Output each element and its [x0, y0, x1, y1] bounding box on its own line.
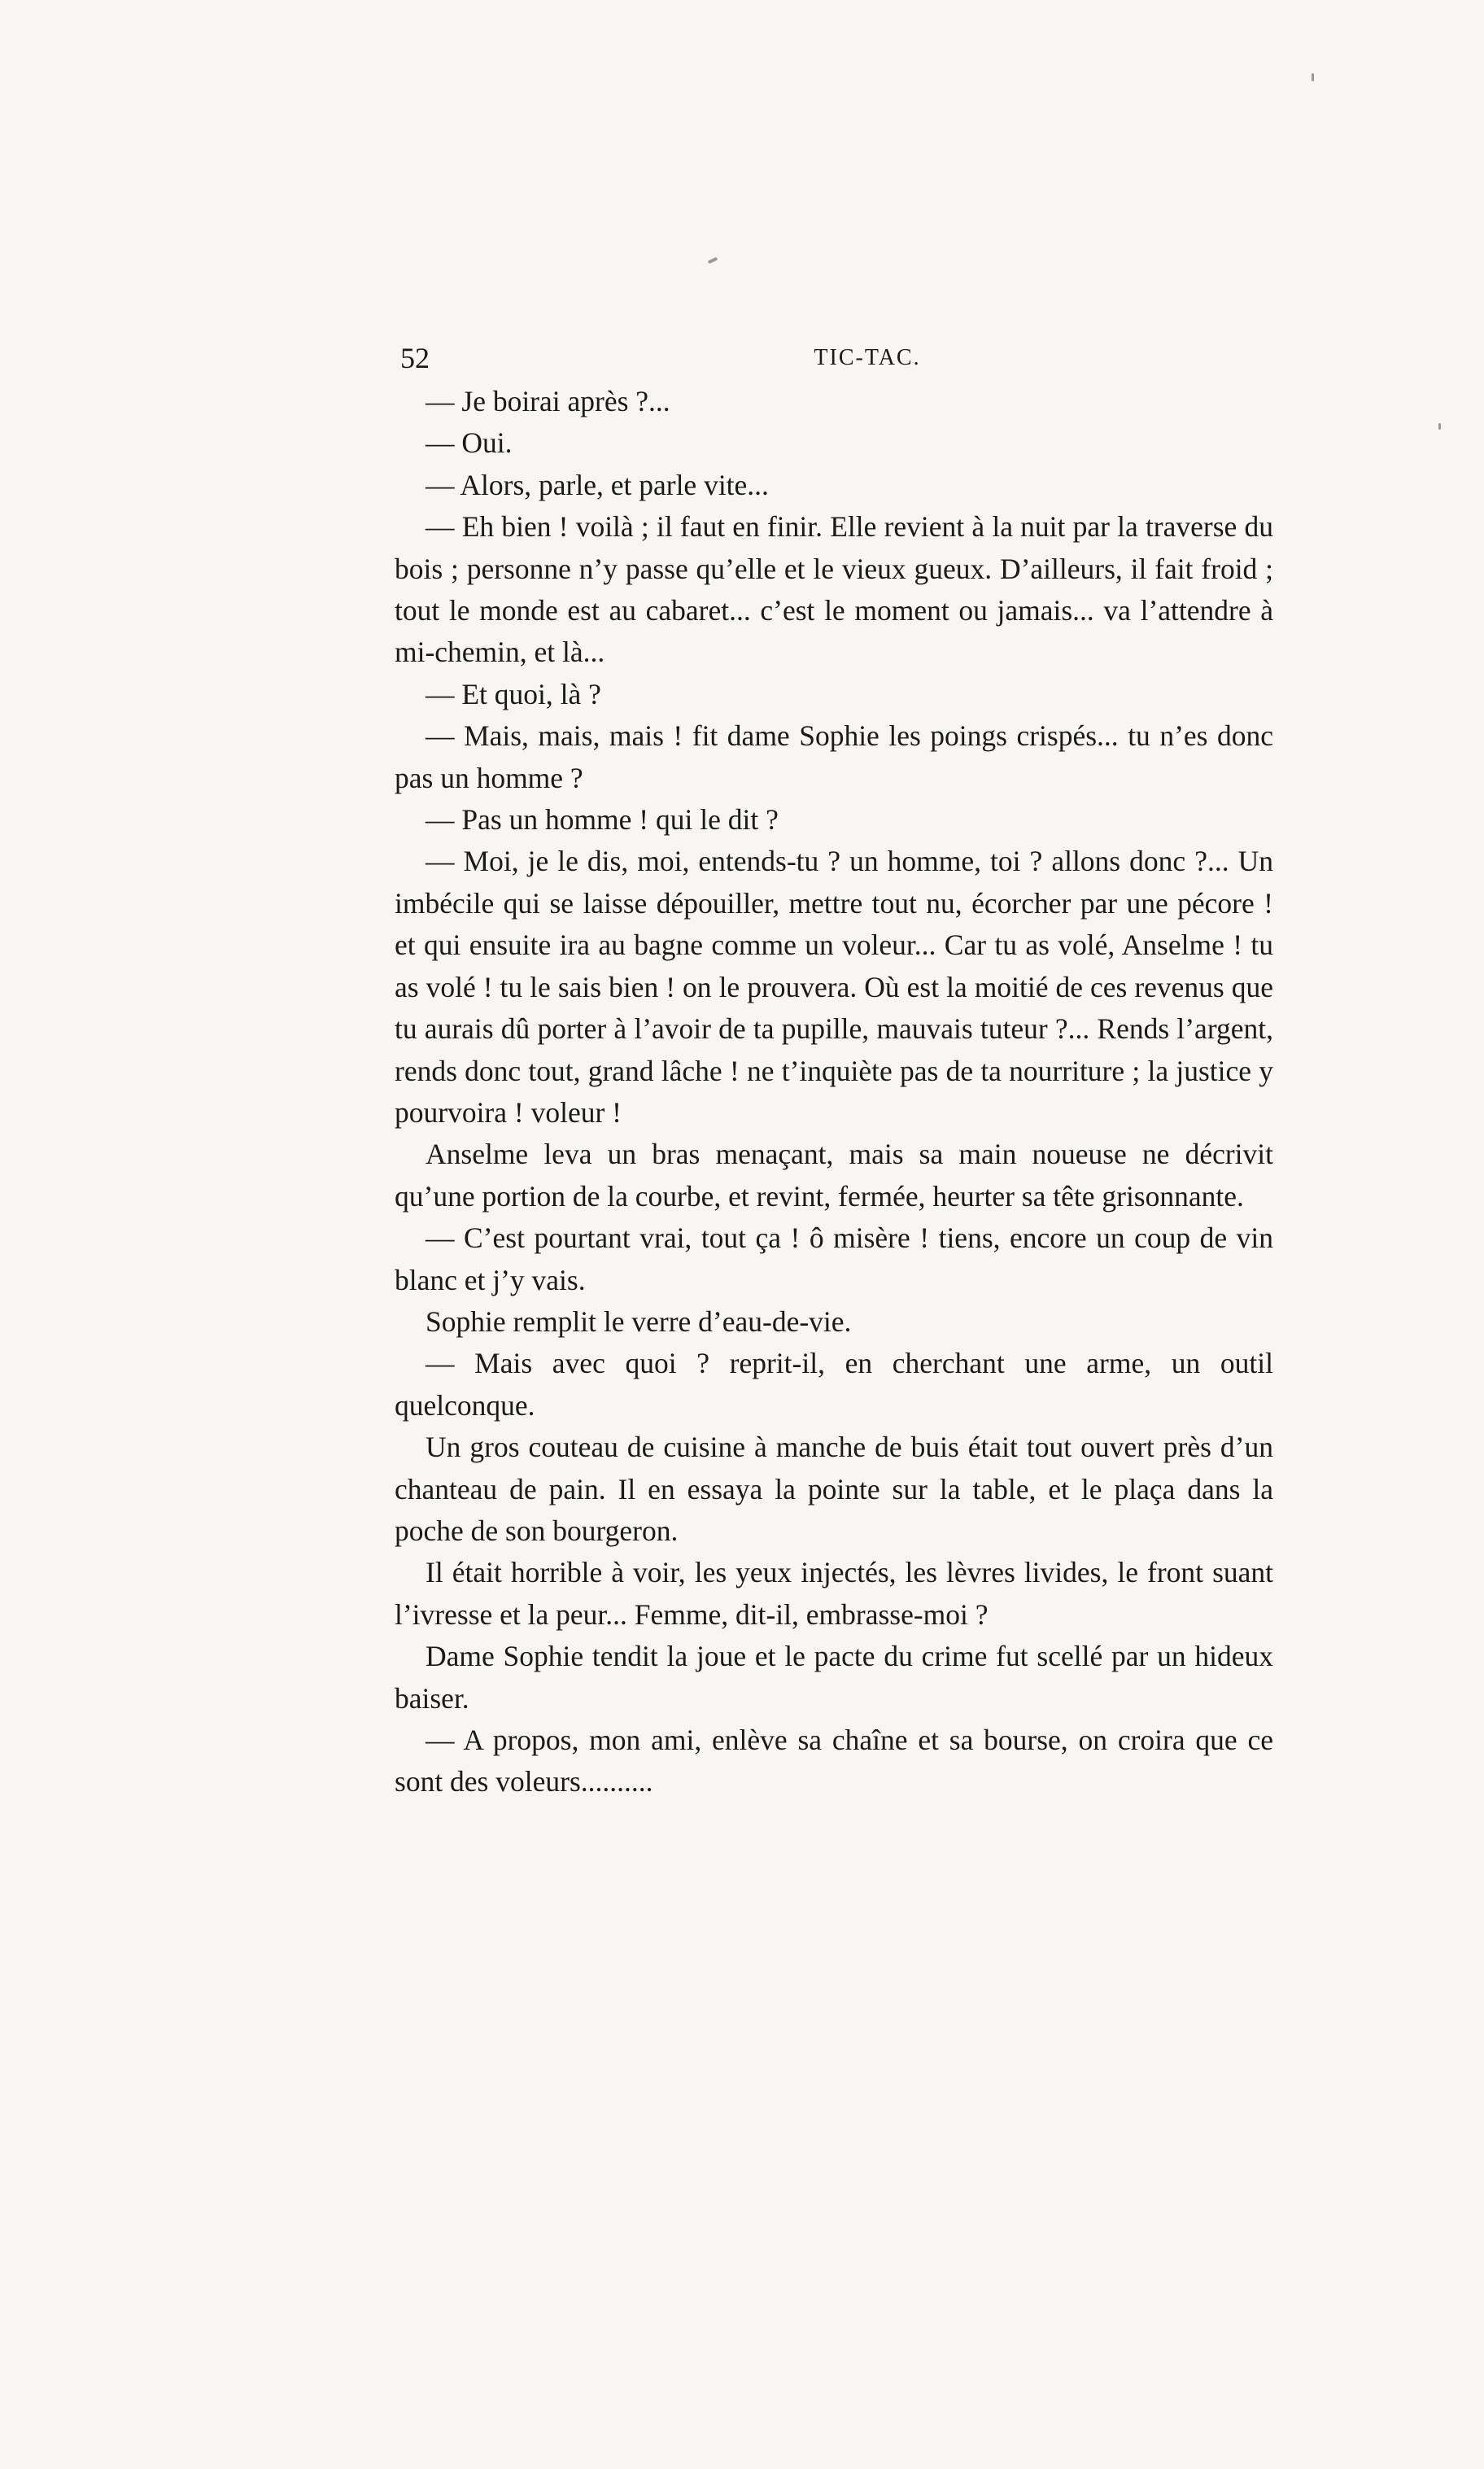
ink-speck — [1438, 423, 1441, 430]
ink-speck — [708, 257, 718, 264]
paragraph: — Alors, parle, et parle vite... — [426, 468, 769, 501]
paragraph: — Eh bien ! voilà ; il faut en finir. Elle revient à la nuit par la traverse du bois ; personne n’y passe qu’elle et le vieux gueux. D’ailleurs, il fait froid ; tout le monde est au cabaret... c’est le moment ou jamais... va l’attendre à mi-chemin, et là... — [395, 510, 1273, 669]
paragraph: — Mais avec quoi ? reprit-il, en cherchant une arme, un outil quelconque. — [395, 1347, 1273, 1422]
ink-speck — [1312, 73, 1314, 81]
page-header — [400, 334, 1334, 382]
paragraph: — Pas un homme ! qui le dit ? — [426, 803, 779, 837]
paragraph: — Mais, mais, mais ! fit dame Sophie les poings crispés... tu n’es donc pas un homme ? — [395, 719, 1273, 794]
paragraph: — Je boirai après ?... — [426, 385, 670, 417]
paragraph: — C’est pourtant vrai, tout ça ! ô misère ! tiens, encore un coup de vin blanc et j’y vais. — [395, 1221, 1273, 1296]
text-body — [395, 381, 1273, 1803]
paragraph: — Oui. — [426, 426, 513, 460]
paragraph: Dame Sophie tendit la joue et le pacte du crime fut scellé par un hideux baiser. — [395, 1640, 1273, 1715]
paragraph: Il était horrible à voir, les yeux injectés, les lèvres livides, le front suant l’ivresse et la peur... Femme, dit-il, embrasse-moi ? — [395, 1556, 1273, 1631]
paragraph: Anselme leva un bras menaçant, mais sa main noueuse ne décrivit qu’une portion de la courbe, et revint, fermée, heurter sa tête grisonnante. — [395, 1138, 1273, 1213]
paragraph: Un gros couteau de cuisine à manche de buis était tout ouvert près d’un chanteau de pain. Il en essaya la pointe sur la table, et le plaça dans la poche de son bourgeron. — [395, 1431, 1273, 1547]
page-number: 52 — [400, 342, 430, 374]
paragraph: — A propos, mon ami, enlève sa chaîne et sa bourse, on croira que ce sont des voleurs.......... — [395, 1724, 1273, 1798]
paragraph: — Moi, je le dis, moi, entends-tu ? un homme, toi ? allons donc ?... Un imbécile qui se laisse dépouiller, mettre tout nu, écorcher par une pécore ! et qui ensuite ira au bagne comme un voleur... Car tu as volé, Anselme ! tu as volé ! tu le sais bien ! on le prouvera. Où est la moitié de ces revenus que tu aurais dû porter à l’avoir de ta pupille, mauvais tuteur ?... Rends l’argent, rends donc tout, grand lâche ! ne t’inquiète pas de ta nourriture ; la justice y pourvoira ! voleur ! — [395, 845, 1273, 1129]
paragraph: — Et quoi, là ? — [426, 677, 601, 710]
running-title: TIC-TAC. — [814, 345, 921, 370]
paragraph: Sophie remplit le verre d’eau-de-vie. — [426, 1304, 852, 1338]
